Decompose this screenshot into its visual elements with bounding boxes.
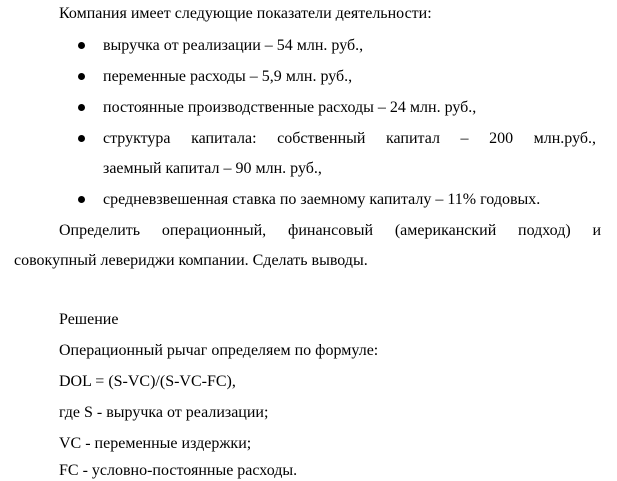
bullet-icon <box>78 42 85 49</box>
bullet-item-variable-costs: переменные расходы – 5,9 млн. руб., <box>103 68 353 85</box>
intro-text: Компания имеет следующие показатели деятельности: <box>59 5 432 22</box>
solution-text-line: VC - переменные издержки; <box>59 435 252 452</box>
solution-heading: Решение <box>59 311 119 328</box>
bullet-item-capital-structure: структура капитала: собственный капитал – 200 млн.руб., <box>103 130 596 147</box>
bullet-icon <box>78 196 85 203</box>
solution-text-line: Операционный рычаг определяем по формуле: <box>59 342 379 359</box>
task-text-line-1: Определить операционный, финансовый (американский подход) и <box>59 222 601 239</box>
bullet-icon <box>78 104 85 111</box>
bullet-icon <box>78 73 85 80</box>
bullet-icon <box>78 135 85 142</box>
task-text-line-2: совокупный левериджи компании. Сделать выводы. <box>14 252 368 269</box>
bullet-item-fixed-costs: постоянные производственные расходы – 24 млн. руб., <box>103 99 477 116</box>
solution-text-line: где S - выручка от реализации; <box>59 404 269 421</box>
bullet-item-capital-structure-continuation: заемный капитал – 90 млн. руб., <box>103 160 322 177</box>
solution-text-line: FC - условно-постоянные расходы. <box>59 462 298 479</box>
bullet-item-revenue: выручка от реализации – 54 млн. руб., <box>103 37 364 54</box>
formula-line: DOL = (S-VC)/(S-VC-FC), <box>59 373 236 390</box>
bullet-item-interest-rate: средневзвешенная ставка по заемному капиталу – 11% годовых. <box>103 191 541 208</box>
